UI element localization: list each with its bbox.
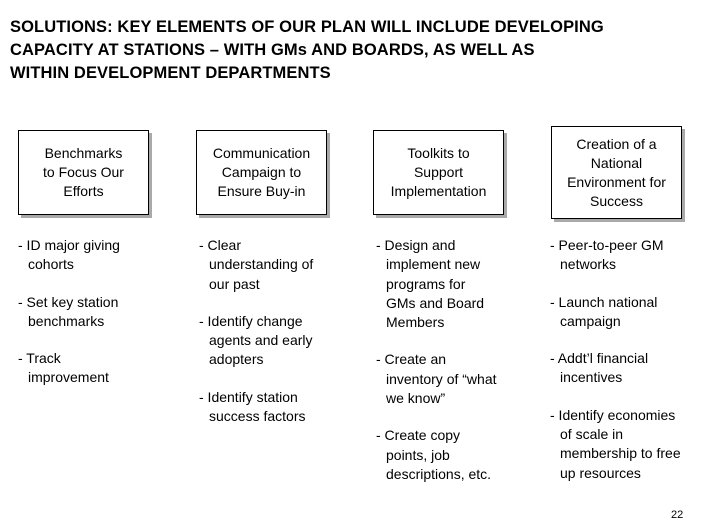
- list-item: [550, 406, 681, 483]
- header-line: Ensure Buy-in: [217, 183, 306, 199]
- list-item: [18, 236, 120, 275]
- item-line: - Peer-to-peer GM: [550, 237, 664, 253]
- item-line: descriptions, etc.: [386, 465, 492, 482]
- item-line: - Design and: [376, 237, 456, 253]
- item-line: implement new: [386, 256, 481, 273]
- item-line: inventory of “what: [386, 370, 497, 387]
- item-line: - Track: [18, 350, 61, 367]
- item-line: - Clear: [199, 237, 242, 253]
- column-communication-list: [199, 236, 313, 426]
- item-line: benchmarks: [28, 312, 105, 329]
- header-line: Efforts: [63, 183, 104, 199]
- header-box-national-environment: [551, 126, 682, 219]
- item-line: - Identify change: [199, 312, 303, 329]
- header-line: Environment for: [567, 173, 666, 190]
- header-line: Communication: [212, 145, 311, 161]
- item-line: agents and early: [209, 332, 313, 349]
- item-line: points, job: [386, 446, 450, 463]
- header-line: Support: [413, 164, 464, 180]
- item-line: - Create an: [376, 351, 447, 368]
- page-number: 22: [671, 509, 684, 521]
- item-line: of scale in: [560, 426, 624, 443]
- list-item: [18, 293, 120, 332]
- title-line: CAPACITY AT STATIONS – WITH GMs AND BOARDS, AS WELL AS: [10, 41, 535, 59]
- header-line: to Focus Our: [43, 164, 124, 180]
- column-benchmarks-list: [18, 236, 120, 388]
- item-line: campaign: [560, 312, 621, 329]
- item-line: understanding of: [209, 256, 314, 273]
- header-line: Success: [590, 192, 643, 209]
- item-line: - Create copy: [376, 427, 461, 444]
- header-line: Toolkits to: [407, 145, 470, 161]
- header-line: Creation of a: [576, 135, 657, 152]
- header-line: Campaign to: [221, 164, 302, 180]
- header-box-communication: [196, 130, 327, 215]
- item-line: improvement: [28, 369, 109, 386]
- list-item: [18, 349, 120, 388]
- item-line: Members: [386, 314, 445, 331]
- list-item: [550, 293, 681, 332]
- list-item: [550, 236, 681, 275]
- item-line: - Identify station: [199, 388, 298, 405]
- list-item: [199, 388, 313, 427]
- header-line: National: [590, 154, 643, 171]
- item-line: - ID major giving: [18, 237, 120, 253]
- header-box-benchmarks: [18, 130, 149, 215]
- header-line: Implementation: [390, 183, 487, 199]
- title-line: SOLUTIONS: KEY ELEMENTS OF OUR PLAN WILL INCLUDE DEVELOPING: [10, 18, 604, 36]
- item-line: - Identify economies: [550, 406, 676, 423]
- page-title: [10, 16, 700, 85]
- item-line: - Set key station: [18, 293, 119, 310]
- list-item: [376, 236, 497, 332]
- list-item: [199, 312, 313, 370]
- column-national-list: [550, 236, 681, 483]
- item-line: networks: [560, 256, 617, 273]
- header-box-toolkits: [373, 130, 504, 215]
- item-line: adopters: [209, 351, 264, 368]
- item-line: we know”: [386, 390, 446, 407]
- item-line: up resources: [560, 464, 641, 481]
- item-line: GMs and Board: [386, 294, 485, 311]
- header-line: Benchmarks: [44, 145, 123, 161]
- list-item: [376, 350, 497, 408]
- list-item: [199, 236, 313, 294]
- item-line: - Launch national: [550, 293, 658, 310]
- item-line: programs for: [386, 275, 466, 292]
- item-line: cohorts: [28, 256, 74, 273]
- item-line: incentives: [560, 369, 623, 386]
- item-line: membership to free: [560, 445, 681, 462]
- list-item: [376, 426, 497, 484]
- list-item: [550, 349, 681, 388]
- item-line: success factors: [209, 408, 306, 425]
- title-line: WITHIN DEVELOPMENT DEPARTMENTS: [10, 64, 331, 82]
- column-toolkits-list: [376, 236, 497, 484]
- item-line: our past: [209, 275, 260, 292]
- item-line: - Addt’l financial: [550, 350, 649, 367]
